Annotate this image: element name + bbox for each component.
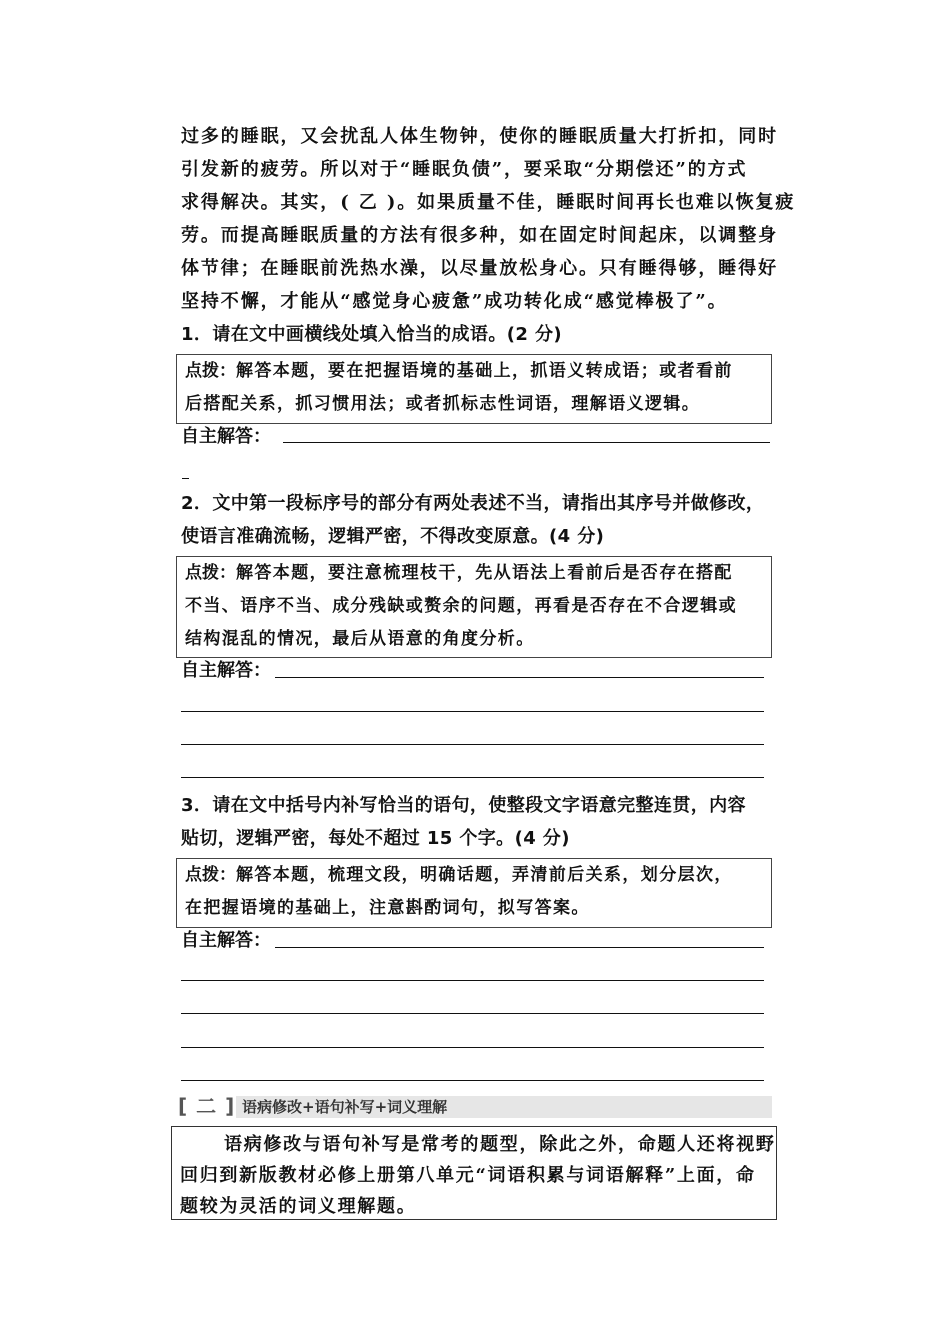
- hint-text: 结构混乱的情况，最后从语意的角度分析。: [185, 629, 535, 649]
- intro-line: 题较为灵活的词义理解题。: [180, 1196, 417, 1217]
- question-3: [181, 789, 781, 855]
- answer-line-3[interactable]: [181, 980, 764, 981]
- answer-line-3[interactable]: [181, 1080, 764, 1081]
- answer-line-1[interactable]: [283, 442, 770, 443]
- question-3-text: 3．请在文中括号内补写恰当的语句，使整段文字语意完整连贯，内容: [181, 795, 746, 816]
- answer-label-1: 自主解答：: [181, 426, 271, 447]
- hint-text: 解答本题，要在把握语境的基础上，抓语义转成语；或者看前: [236, 361, 733, 381]
- answer-label-2: 自主解答：: [181, 660, 271, 681]
- hint-text: 后搭配关系，抓习惯用法；或者抓标志性词语，理解语义逻辑。: [185, 394, 701, 414]
- answer-line-2[interactable]: [275, 677, 764, 678]
- question-2: [181, 487, 781, 553]
- passage-text: [181, 120, 796, 318]
- section-number: [ 二 ]: [178, 1094, 236, 1118]
- answer-line-2[interactable]: [181, 744, 764, 745]
- passage-line: 劳。而提高睡眠质量的方法有很多种，如在固定时间起床，以调整身: [181, 225, 778, 246]
- intro-line: 语病修改与语句补写是常考的题型，除此之外，命题人还将视野: [224, 1134, 776, 1155]
- question-3-text: 贴切，逻辑严密，每处不超过 15 个字。(4 分): [181, 828, 570, 849]
- passage-line: 引发新的疲劳。所以对于“睡眠负债”，要采取“分期偿还”的方式: [181, 159, 748, 180]
- answer-line-3[interactable]: [181, 1047, 764, 1048]
- answer-line-3[interactable]: [275, 947, 764, 948]
- answer-label-3: 自主解答：: [181, 930, 271, 951]
- passage-line: 坚持不懈，才能从“感觉身心疲惫”成功转化成“感觉棒极了”。: [181, 291, 728, 312]
- hint-box-1: [176, 354, 772, 424]
- intro-line: 回归到新版教材必修上册第八单元“词语积累与词语解释”上面，命: [180, 1165, 756, 1186]
- hint-text: 不当、语序不当、成分残缺或赘余的问题，再看是否存在不合逻辑或: [185, 596, 737, 616]
- hint-text: 解答本题，梳理文段，明确话题，弄清前后关系，划分层次，: [236, 865, 733, 885]
- question-1-text: 1．请在文中画横线处填入恰当的成语。(2 分): [181, 324, 562, 345]
- section-title: 语病修改+语句补写+词义理解: [236, 1096, 772, 1118]
- answer-line-2[interactable]: [181, 711, 764, 712]
- passage-line: 过多的睡眠，又会扰乱人体生物钟，使你的睡眠质量大打折扣，同时: [181, 126, 778, 147]
- passage-line: 求得解决。其实，( 乙 )。如果质量不佳，睡眠时间再长也难以恢复疲: [181, 192, 796, 213]
- answer-line-3[interactable]: [181, 1013, 764, 1014]
- hint-label: 点拨：: [185, 865, 236, 885]
- answer-line-2[interactable]: [181, 777, 764, 778]
- question-2-text: 使语言准确流畅，逻辑严密，不得改变原意。(4 分): [181, 526, 605, 547]
- hint-label: 点拨：: [185, 563, 236, 583]
- passage-line: 体节律；在睡眠前洗热水澡，以尽量放松身心。只有睡得够，睡得好: [181, 258, 778, 279]
- section-header: [176, 1092, 772, 1120]
- hint-box-3: [176, 858, 772, 928]
- question-2-text: 2．文中第一段标序号的部分有两处表述不当，请指出其序号并做修改，: [181, 493, 765, 514]
- question-1: [181, 318, 781, 351]
- answer-line-overflow: [182, 478, 189, 479]
- hint-text: 在把握语境的基础上，注意斟酌词句，拟写答案。: [185, 898, 590, 918]
- section-intro-box: [171, 1126, 777, 1220]
- hint-box-2: [176, 556, 772, 658]
- hint-text: 解答本题，要注意梳理枝干，先从语法上看前后是否存在搭配: [236, 563, 733, 583]
- hint-label: 点拨：: [185, 361, 236, 381]
